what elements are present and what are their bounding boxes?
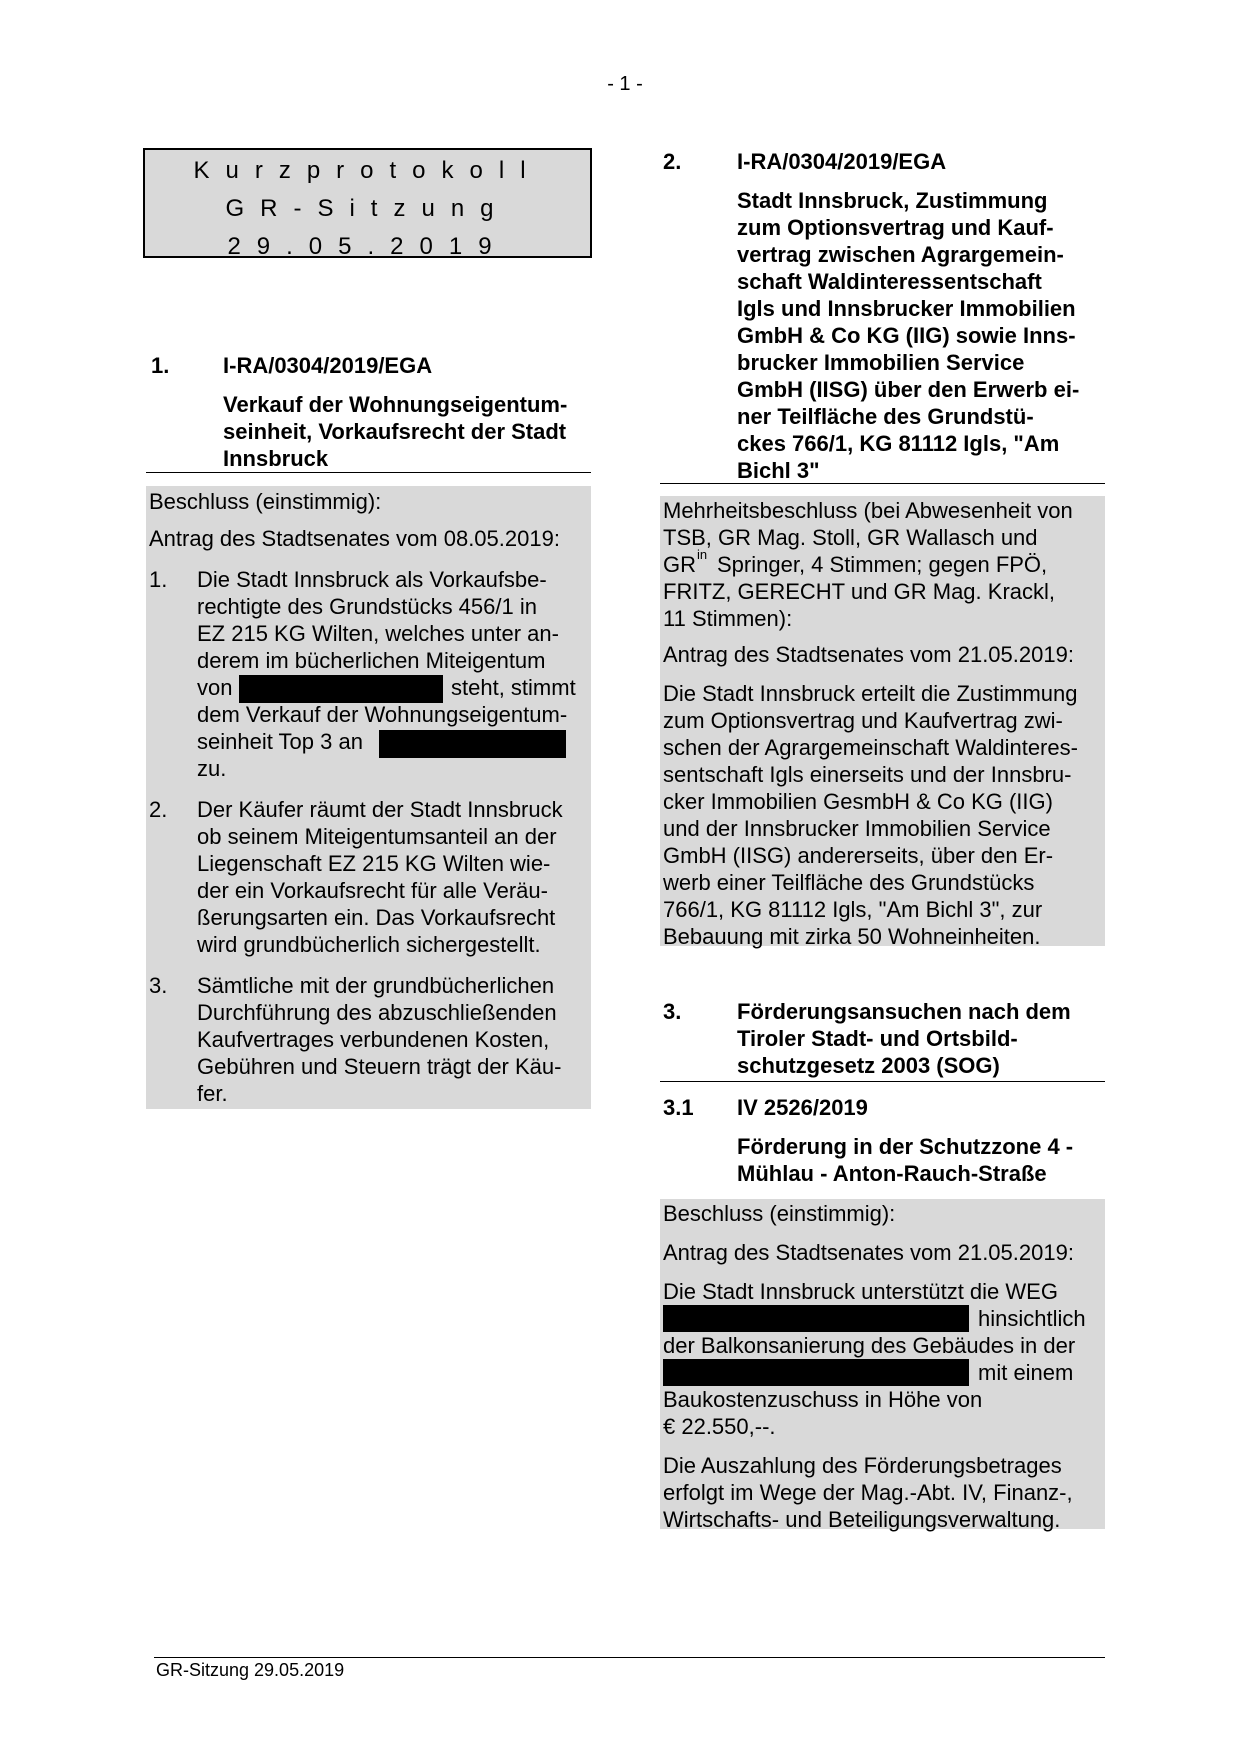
item3-title-line: schutzgesetz 2003 (SOG): [737, 1053, 1000, 1078]
title-box: [143, 148, 592, 258]
item3-1-body-line: Baukostenzuschuss in Höhe von: [663, 1387, 983, 1412]
item3-rule: [660, 1081, 1105, 1082]
item2-beschluss-line: GR: [663, 552, 696, 577]
item1-point3-line: Kaufvertrages verbundenen Kosten,: [197, 1027, 550, 1052]
item3-1-payment-line: erfolgt im Wege der Mag.-Abt. IV, Finanz-,: [663, 1480, 1073, 1505]
item1-point3-line: Sämtliche mit der grundbücherlichen: [197, 973, 555, 998]
item1-point2-line: Liegenschaft EZ 215 KG Wilten wie-: [197, 851, 551, 876]
item2-title-line: brucker Immobilien Service: [737, 350, 1025, 375]
title-line-date: 29.05.2019: [227, 233, 508, 260]
item3-1-body-line: der Balkonsanierung des Gebäudes in der: [663, 1333, 1076, 1358]
item2-antrag: Antrag des Stadtsenates vom 21.05.2019:: [663, 642, 1074, 667]
item3-1-beschluss: Beschluss (einstimmig):: [663, 1201, 896, 1226]
item1-point-number: 3.: [149, 973, 168, 998]
page-number: - 1 -: [607, 73, 643, 95]
item2-body-line: zum Optionsvertrag und Kaufvertrag zwi-: [663, 708, 1063, 733]
item2-title-line: Bichl 3": [737, 458, 820, 483]
item1-beschluss: Beschluss (einstimmig):: [149, 489, 382, 514]
item3-1-title-line: Förderung in der Schutzzone 4 -: [737, 1134, 1074, 1159]
item2-beschluss-superscript: in: [697, 547, 708, 562]
redaction-bar: [663, 1305, 969, 1332]
item3-heading: [663, 998, 1103, 1079]
item1-title-line: seinheit, Vorkaufsrecht der Stadt: [223, 419, 567, 444]
item3-1-number: 3.1: [663, 1095, 694, 1120]
item1-title-line: Innsbruck: [223, 446, 329, 471]
item1-point3-line: fer.: [197, 1081, 228, 1106]
item1-point1-line: rechtigte des Grundstücks 456/1 in: [197, 594, 537, 619]
item2-title-line: zum Optionsvertrag und Kauf-: [737, 215, 1054, 240]
item3-1-body-line: € 22.550,--.: [663, 1414, 776, 1439]
title-line-session: GR-Sitzung: [225, 195, 510, 222]
item1-point1-line: zu.: [197, 756, 227, 781]
item2-body-line: werb einer Teilfläche des Grundstücks: [663, 870, 1035, 895]
item1-number: 1.: [151, 353, 170, 378]
item1-point3-line: Gebühren und Steuern trägt der Käu-: [197, 1054, 562, 1079]
item1-point-number: 1.: [149, 567, 168, 592]
item3-1-payment-line: Wirtschafts- und Beteiligungsverwaltung.: [663, 1507, 1061, 1532]
item1-point2-line: Der Käufer räumt der Stadt Innsbruck: [197, 797, 563, 822]
item2-body-line: sentschaft Igls einerseits und der Innsbru-: [663, 762, 1072, 787]
item2-body-line: cker Immobilien GesmbH & Co KG (IIG): [663, 789, 1053, 814]
item3-1-body-line: hinsichtlich: [978, 1306, 1086, 1331]
item2-title-line: Stadt Innsbruck, Zustimmung: [737, 188, 1048, 213]
item1-point1-line: von: [197, 675, 233, 700]
item1-point2-line: ßerungsarten ein. Das Vorkaufsrecht: [197, 905, 556, 930]
item3-1-heading: [663, 1094, 1103, 1194]
item2-title-line: vertrag zwischen Agrargemein-: [737, 242, 1064, 267]
redaction-bar: [663, 1359, 969, 1386]
item2-heading: [663, 148, 1103, 483]
item2-title-line: ckes 766/1, KG 81112 Igls, "Am: [737, 431, 1060, 456]
item2-title-line: Igls und Innsbrucker Immobilien: [737, 296, 1076, 321]
item2-body-line: GmbH (IISG) andererseits, über den Er-: [663, 843, 1054, 868]
item3-number: 3.: [663, 999, 682, 1024]
item3-1-code: IV 2526/2019: [737, 1095, 868, 1120]
item1-point1-line: EZ 215 KG Wilten, welches unter an-: [197, 621, 559, 646]
item1-heading: [151, 352, 591, 472]
item1-point2-line: wird grundbücherlich sichergestellt.: [197, 932, 541, 957]
redaction-bar: [239, 675, 443, 703]
item1-code: I-RA/0304/2019/EGA: [223, 353, 433, 378]
item3-title-line: Förderungsansuchen nach dem: [737, 999, 1071, 1024]
item1-point1-line: derem im bücherlichen Miteigentum: [197, 648, 546, 673]
item2-title-line: GmbH & Co KG (IIG) sowie Inns-: [737, 323, 1076, 348]
footer-rule: [154, 1657, 1105, 1658]
item2-beschluss-line: 11 Stimmen):: [663, 606, 793, 631]
item2-body-line: und der Innsbrucker Immobilien Service: [663, 816, 1051, 841]
item1-point1-line: Die Stadt Innsbruck als Vorkaufsbe-: [197, 567, 547, 592]
item2-beschluss-line: Mehrheitsbeschluss (bei Abwesenheit von: [663, 498, 1073, 523]
item2-beschluss-line: Springer, 4 Stimmen; gegen FPÖ,: [717, 552, 1048, 577]
item3-title-line: Tiroler Stadt- und Ortsbild-: [737, 1026, 1018, 1051]
item2-title-line: ner Teilfläche des Grundstü-: [737, 404, 1034, 429]
item2-number: 2.: [663, 149, 682, 174]
item2-body-line: schen der Agrargemeinschaft Waldinteres-: [663, 735, 1078, 760]
item2-code: I-RA/0304/2019/EGA: [737, 149, 947, 174]
item3-1-antrag: Antrag des Stadtsenates vom 21.05.2019:: [663, 1240, 1074, 1265]
item1-point1-line: dem Verkauf der Wohnungseigentum-: [197, 702, 568, 727]
item1-point3-line: Durchführung des abzuschließenden: [197, 1000, 557, 1025]
item3-1-body-line: mit einem: [978, 1360, 1074, 1385]
item1-point-number: 2.: [149, 797, 168, 822]
item2-title-line: GmbH (IISG) über den Erwerb ei-: [737, 377, 1080, 402]
item2-beschluss-line: TSB, GR Mag. Stoll, GR Wallasch und: [663, 525, 1038, 550]
item2-body-line: 766/1, KG 81112 Igls, "Am Bichl 3", zur: [663, 897, 1043, 922]
item2-body-line: Die Stadt Innsbruck erteilt die Zustimmung: [663, 681, 1078, 706]
item1-point2-line: der ein Vorkaufsrecht für alle Veräu-: [197, 878, 548, 903]
item3-1-payment-line: Die Auszahlung des Förderungsbetrages: [663, 1453, 1062, 1478]
footer-text: GR-Sitzung 29.05.2019: [156, 1660, 345, 1680]
item1-point1-line: steht, stimmt: [451, 675, 576, 700]
item3-1-body-line: Die Stadt Innsbruck unterstützt die WEG: [663, 1279, 1058, 1304]
title-line-kurzprotokoll: Kurzprotokoll: [193, 157, 542, 184]
item1-title-line: Verkauf der Wohnungseigentum-: [223, 392, 568, 417]
item1-antrag: Antrag des Stadtsenates vom 08.05.2019:: [149, 526, 560, 551]
item2-title-line: schaft Waldinteressentschaft: [737, 269, 1042, 294]
item1-point1-line: seinheit Top 3 an: [197, 729, 363, 754]
item2-beschluss-line: FRITZ, GERECHT und GR Mag. Krackl,: [663, 579, 1056, 604]
redaction-bar: [379, 730, 566, 758]
item3-1-title-line: Mühlau - Anton-Rauch-Straße: [737, 1161, 1047, 1186]
item2-rule: [660, 483, 1105, 484]
item1-point2-line: ob seinem Miteigentumsanteil an der: [197, 824, 557, 849]
item2-body-line: Bebauung mit zirka 50 Wohneinheiten.: [663, 924, 1041, 949]
item1-rule: [146, 472, 591, 473]
